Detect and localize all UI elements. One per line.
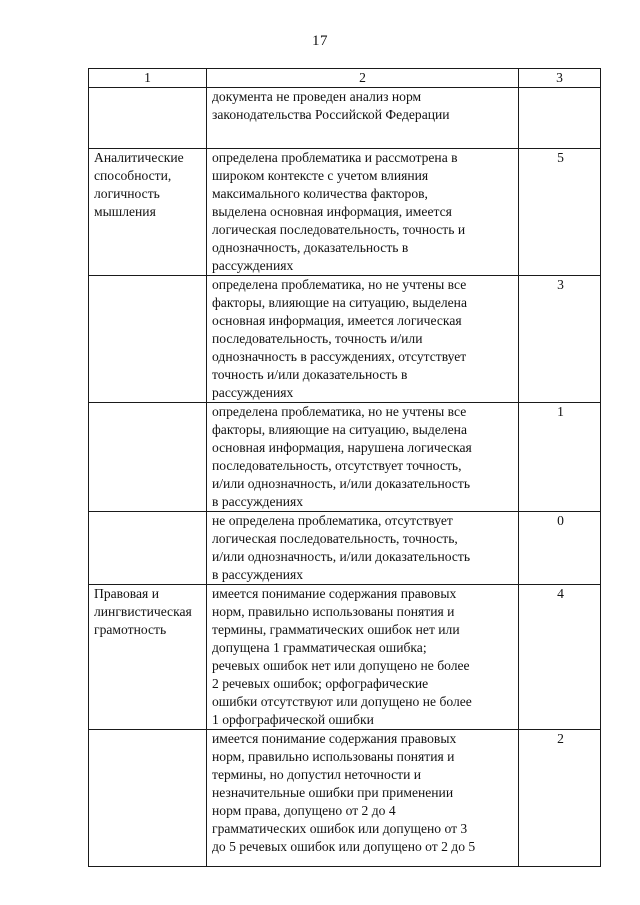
criterion-cell — [89, 730, 207, 867]
description-cell: имеется понимание содержания правовых норм, правильно использованы понятия и термины, грамматических ошибок нет или допущена 1 грамматическая ошибка; речевых ошибок нет или допущено не более 2 речевых ошибок; орфографические ошибки отсутствуют или допущено не более 1 орфографической ошибки — [207, 585, 519, 730]
table-row — [89, 149, 601, 276]
criterion-cell — [89, 88, 207, 149]
score-cell: 4 — [519, 585, 601, 730]
score-cell: 1 — [519, 403, 601, 512]
criterion-cell — [89, 403, 207, 512]
score-cell: 2 — [519, 730, 601, 867]
criterion-cell — [89, 276, 207, 403]
description-cell: определена проблематика, но не учтены все факторы, влияющие на ситуацию, выделена основная информация, нарушена логическая последовательность, отсутствует точность, и/или однозначность, и/или доказательность в рассуждениях — [207, 403, 519, 512]
table-row — [89, 512, 601, 585]
table-row — [89, 585, 601, 730]
table-row — [89, 88, 601, 149]
criterion-cell: Аналитические способности, логичность мышления — [89, 149, 207, 276]
score-cell: 0 — [519, 512, 601, 585]
description-cell: документа не проведен анализ норм законодательства Российской Федерации — [207, 88, 519, 149]
column-header-2: 2 — [207, 69, 519, 88]
column-header-1: 1 — [89, 69, 207, 88]
score-cell — [519, 88, 601, 149]
criterion-cell: Правовая и лингвистическая грамотность — [89, 585, 207, 730]
description-cell: не определена проблематика, отсутствует логическая последовательность, точность, и/или однозначность, и/или доказательность в рассуждениях — [207, 512, 519, 585]
score-cell: 5 — [519, 149, 601, 276]
description-cell: определена проблематика, но не учтены все факторы, влияющие на ситуацию, выделена основная информация, имеется логическая последовательность, точность и/или однозначность в рассуждениях, отсутствует точность и/или доказательность в рассуждениях — [207, 276, 519, 403]
table-header-row — [89, 69, 601, 88]
page-number: 17 — [312, 33, 328, 49]
evaluation-criteria-table — [88, 68, 601, 867]
criterion-cell — [89, 512, 207, 585]
description-cell: определена проблематика и рассмотрена в широком контексте с учетом влияния максимального количества факторов, выделена основная информация, имеется логическая последовательность, точность и однозначность, доказательность в рассуждениях — [207, 149, 519, 276]
table-row — [89, 403, 601, 512]
score-cell: 3 — [519, 276, 601, 403]
table-row — [89, 730, 601, 867]
table-row — [89, 276, 601, 403]
column-header-3: 3 — [519, 69, 601, 88]
description-cell: имеется понимание содержания правовых норм, правильно использованы понятия и термины, но допустил неточности и незначительные ошибки при применении норм права, допущено от 2 до 4 грамматических ошибок или допущено от 3 до 5 речевых ошибок или допущено от 2 до 5 — [207, 730, 519, 867]
